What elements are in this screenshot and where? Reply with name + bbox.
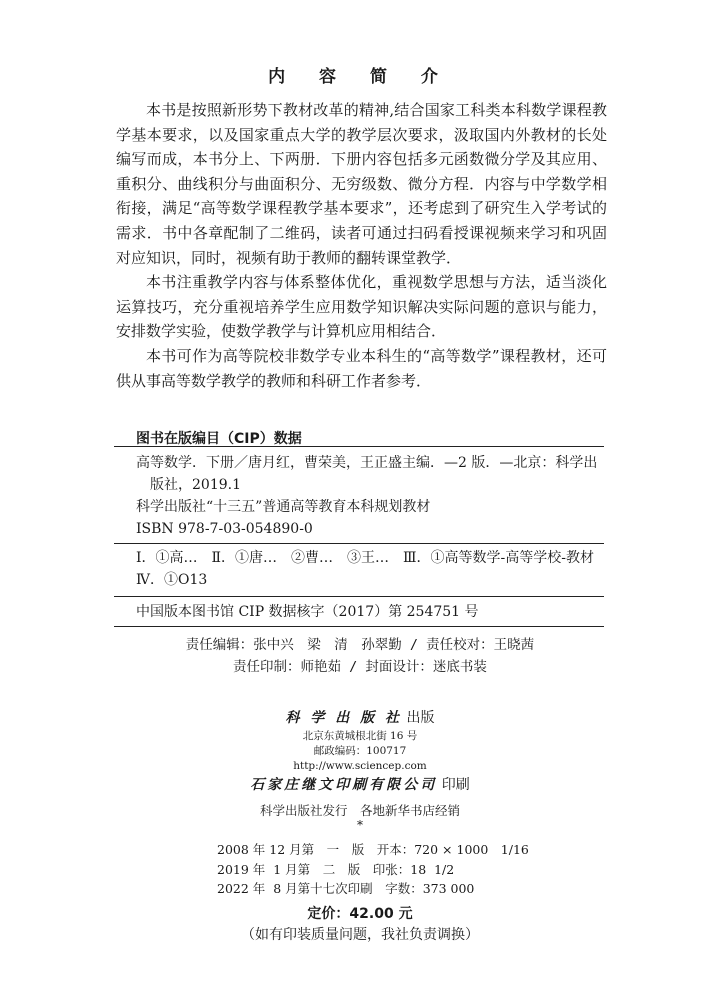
intro-paragraph: 本书注重教学内容与体系整体优化，重视数学思想与方法，适当淡化运算技巧，充分重视培养学生应用数学知识解决实际问题的意识与能力，安排数学实验，使数学教学与计算机应用相结合． bbox=[116, 273, 607, 341]
edition-row bbox=[217, 879, 529, 899]
publisher-postcode: 邮政编码：100717 bbox=[313, 745, 407, 757]
cip-record bbox=[136, 452, 604, 540]
edition-number: 一 bbox=[326, 842, 340, 857]
edition-date: 2022 年 8 月第十七次印刷 bbox=[217, 881, 373, 896]
divider bbox=[114, 596, 604, 597]
edition-label: 版 bbox=[347, 861, 361, 877]
edition-row bbox=[217, 840, 529, 860]
intro-paragraph: 本书是按照新形势下教材改革的精神,结合国家工科类本科数学课程教学基本要求，以及国家重点大学的教学层次要求，汲取国内外教材的长处编写而成，本书分上、下两册．下册内容包括多元函数微分学及其应用、重积分、曲线积分与曲面积分、无穷级数、微分方程．内容与中学数学相衔接，满足“高等数学课程教学基本要求”，还考虑到了研究生入学考试的需求．书中各章配制了二维码，读者可通过扫码看授课视频来学习和巩固对应知识，同时，视频有助于教师的翻转课堂教学． bbox=[116, 101, 607, 267]
printer-suffix: 印刷 bbox=[441, 777, 470, 793]
edition-details bbox=[217, 840, 529, 899]
printer-name: 石家庄继文印刷有限公司 bbox=[250, 777, 438, 793]
publisher-suffix: 出版 bbox=[406, 710, 435, 726]
edition-spec: 开本：720 × 1000 1/16 bbox=[376, 842, 529, 857]
divider bbox=[114, 446, 604, 447]
printing-credits: 责任印制：师艳茹 / 封面设计：迷底书装 bbox=[233, 659, 487, 675]
intro-title: 内 容 简 介 bbox=[268, 67, 452, 87]
intro-paragraph: 本书可作为高等院校非数学专业本科生的“高等数学”课程教材，还可供从事高等数学教学的教师和科研工作者参考． bbox=[116, 346, 607, 390]
separator-star: * bbox=[357, 818, 363, 832]
publisher-address: 北京东黄城根北街 16 号 bbox=[302, 730, 418, 742]
cip-number: 中国版本图书馆 CIP 数据核字（2017）第 254751 号 bbox=[136, 604, 479, 620]
distribution-line: 科学出版社发行 各地新华书店经销 bbox=[259, 803, 460, 818]
edition-spec: 字数：373 000 bbox=[385, 881, 475, 896]
printer-line bbox=[0, 774, 720, 796]
cip-classification: Ⅰ．①高… Ⅱ．①唐… ②曹… ③王… Ⅲ．①高等数学-高等学校-教材 Ⅳ．①O13 bbox=[136, 550, 595, 588]
divider bbox=[114, 543, 604, 544]
cip-record-line: ISBN 978-7-03-054890-0 bbox=[136, 521, 313, 537]
cip-heading: 图书在版编目（CIP）数据 bbox=[136, 431, 302, 447]
edition-date: 2019 年 1 月第 bbox=[217, 861, 311, 877]
cip-record-line: 科学出版社“十三五”普通高等教育本科规划教材 bbox=[136, 499, 431, 515]
edition-row bbox=[217, 860, 529, 880]
divider bbox=[114, 626, 604, 627]
publisher-website: http://www.sciencep.com bbox=[293, 760, 427, 772]
edition-number: 二 bbox=[322, 861, 336, 877]
cip-record-line: 高等数学．下册／唐月红，曹荣美，王正盛主编．—2 版．—北京：科学出版社，2019.1 bbox=[136, 455, 598, 493]
edition-date: 2008 年 12 月第 bbox=[217, 842, 315, 857]
edition-label: 版 bbox=[351, 842, 365, 857]
quality-notice: （如有印装质量问题，我社负责调换） bbox=[241, 927, 479, 943]
publisher-name-line bbox=[0, 707, 720, 729]
price: 定价：42.00 元 bbox=[307, 906, 413, 922]
intro-text bbox=[116, 98, 607, 393]
publisher-block bbox=[0, 707, 720, 822]
publisher-name: 科 学 出 版 社 bbox=[285, 710, 403, 726]
edition-spec: 印张：18 1/2 bbox=[372, 861, 455, 877]
editor-credits: 责任编辑：张中兴 梁 清 孙翠勤 / 责任校对：王晓茜 bbox=[185, 637, 535, 653]
